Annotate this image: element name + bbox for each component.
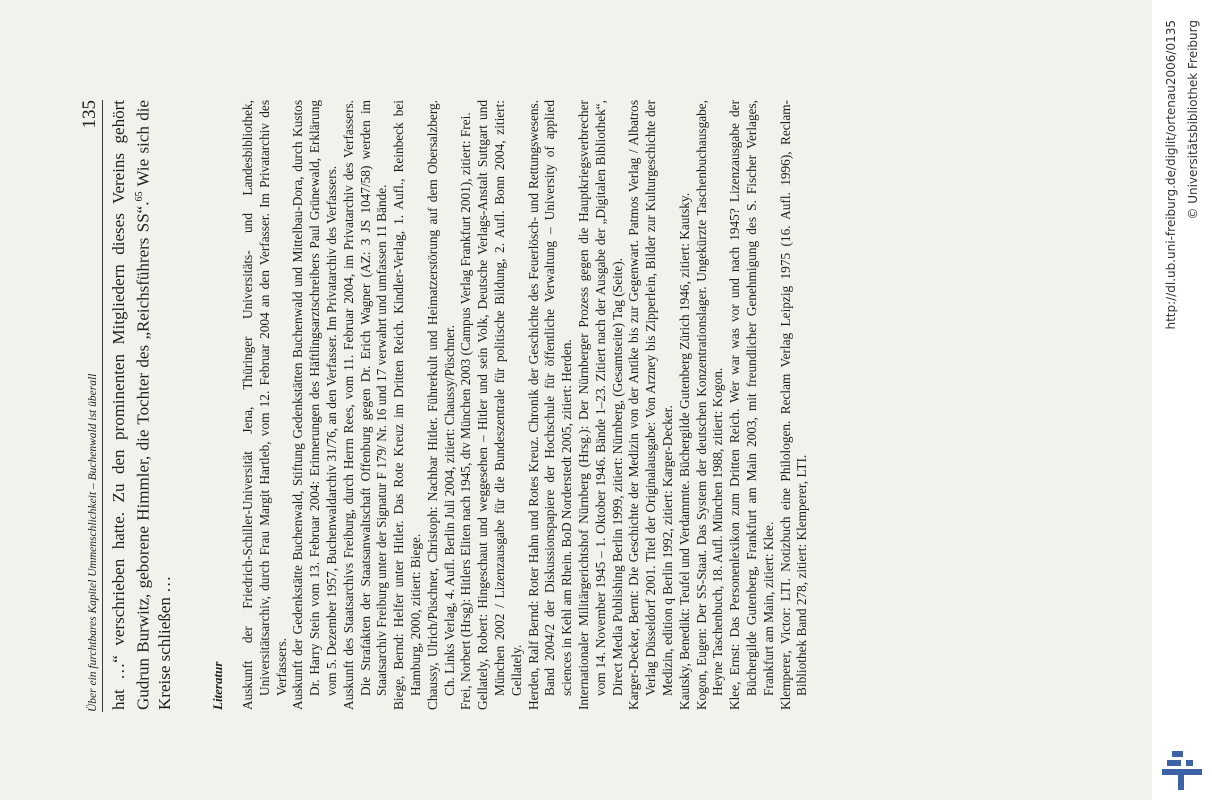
digitization-footer (1152, 0, 1212, 800)
bibliography-entry: Klee, Ernst: Das Personenlexikon zum Dritten Reich. Wer war was vor und nach 1945? Lizenzausgabe der Büchergilde Gutenberg, Frankfurt am Main 2003, mit freundlicher Genehmigung des S. Fischer Verlages, Frankfurt am Main, zitiert: Klee. (727, 100, 776, 710)
body-paragraph (108, 100, 175, 710)
body-text-part1: hat …“ verschrieben hatte. Zu den prominenten Mitgliedern dieses Vereins gehört Gudrun Burwitz, geborene Himmler, die Tochter des „Reichsführers SS“. (109, 100, 153, 710)
bibliography-entry: Auskunft der Gedenkstätte Buchenwald, Stiftung Gedenkstätten Buchenwald und Mittelbau-Dora, durch Kustos Dr. Harry Stein vom 13. Februar 2004: Erinnerungen des Häftlingsarztschreibers Paul Grünewald, Erklärung vom 5. Dezember 1957, Buchenwaldarchiv 31/76, an den Verfasser. Im Privatarchiv des Verfassers. (290, 100, 339, 710)
bibliography-entry: Chaussy, Ulrich/Püschner, Christoph: Nachbar Hitler. Führerkult und Heimatzerstörung auf dem Obersalzberg. Ch. Links Verlag, 4. Aufl. Berlin Juli 2004, zitiert: Chaussy/Püschner. (424, 100, 457, 710)
bibliography-entry: Kautsky, Benedikt: Teufel und Verdammte. Büchergilde Gutenberg Zürich 1946, zitiert: Kautsky. (676, 192, 692, 710)
bibliography-entry: Kogon, Eugen: Der SS-Staat. Das System der deutschen Konzentrationslager. Ungekürzte Taschenbuchausgabe, Heyne Taschenbuch, 18. Aufl. München 1988, zitiert: Kogon. (693, 100, 726, 710)
bibliography-entry: Auskunft der Friedrich-Schiller-Universität Jena, Thüringer Universitäts- und Landesbibliothek, Universitätsarchiv, durch Frau Margit Hartleb, vom 12. Februar 2004 an den Verfasser. Im Privatarchiv des Verfassers. (240, 100, 289, 710)
bibliography-entry: Internationaler Militärgerichtshof Nürnberg (Hrsg.): Der Nürnberger Prozess gegen die Hauptkriegsverbrecher vom 14. November 1945 – 1. Oktober 1946. Bände 1–23. Zitiert nach der Ausgabe der „Digitalen Bibliothek“, Direct Media Publishing Berlin 1999, zitiert: Nürnberg, (Gesamtseite) Tag (Seite). (575, 100, 625, 710)
bibliography-entry: Auskunft des Staatsarchivs Freiburg, durch Herrn Rees, vom 11. Februar 2004, im Privatarchiv des Verfassers. Die Strafakten der Staatsanwaltschaft Offenburg gegen Dr. Erich Wagner (AZ: 3 JS 1047/58) werden im Staatsarchiv Freiburg unter der Signatur F 179/ Nr. 16 und 17 verwahrt und umfassen 11 Bände. (340, 100, 390, 710)
bibliography-entry: Frei, Norbert (Hrsg): Hitlers Eliten nach 1945, dtv München 2003 (Campus Verlag Frankfurt 2001), zitiert: Frei. (458, 112, 474, 710)
bibliography-entry: Herden, Ralf Bernd: Roter Hahn und Rotes Kreuz. Chronik der Geschichte des Feuerlösch- und Rettungswesens. Band 2004/2 der Diskussionspapiere der Hochschule für öffentliche Verwaltung – University of applied sciences in Kehl am Rhein. BoD Norderstedt 2005, zitiert: Herden. (525, 100, 575, 710)
footer-copyright: © Universitätsbibliothek Freiburg (1186, 20, 1200, 220)
section-heading-literatur: Literatur (210, 661, 225, 710)
running-head-title: Über ein furchtbares Kapitel Ummenschlichkeit – Buchenwald ist überall (87, 373, 99, 712)
bibliography-list (240, 100, 811, 710)
body-text-part2: Wie sich die Kreise schließen … (133, 100, 174, 710)
page-number: 135 (79, 100, 100, 129)
footer-url-link[interactable]: http://dl.ub.uni-freiburg.de/diglit/ortenau2006/0135 (1164, 20, 1178, 330)
bibliography-entry: Biege, Bernd: Helfer unter Hitler. Das Rote Kreuz im Dritten Reich. Kindler-Verlag, 1. Aufl., Reinbeck bei Hamburg, 2000, zitiert: Biege. (391, 100, 423, 710)
running-head (79, 100, 103, 712)
ub-freiburg-logo-icon (1162, 748, 1202, 790)
bibliography-entry: Klemperer, Victor: LTI. Notizbuch eine Philologen. Reclam Verlag Leipzig 1975 (16. Aufl. 1996), Reclam-Bibliothek Band 278, zitiert: Klemperer, LTI. (777, 100, 810, 710)
bibliography-entry: Karger-Decker, Bernt: Die Geschichte der Medizin von der Antike bis zur Gegenwart. Patmos Verlag / Albatros Verlag Düsseldorf 2001. Titel der Originalausgabe: Von Arzney bis Zipperlein, Bilder zur Kulturgeschichte der Medizin, edition q Berlin 1992, zitiert: Karger-Decker. (626, 100, 675, 710)
footnote-reference: 65 (134, 191, 145, 202)
bibliography-entry: Gellately, Robert: Hingeschaut und weggesehen – Hitler und sein Volk, Deutsche Verlags-Anstalt Suttgart und München 2002 / Lizenzausgabe für die Bundeszentrale für politische Bildung, 2. Aufl. Bonn 2004, zitiert: Gellately. (475, 100, 524, 710)
